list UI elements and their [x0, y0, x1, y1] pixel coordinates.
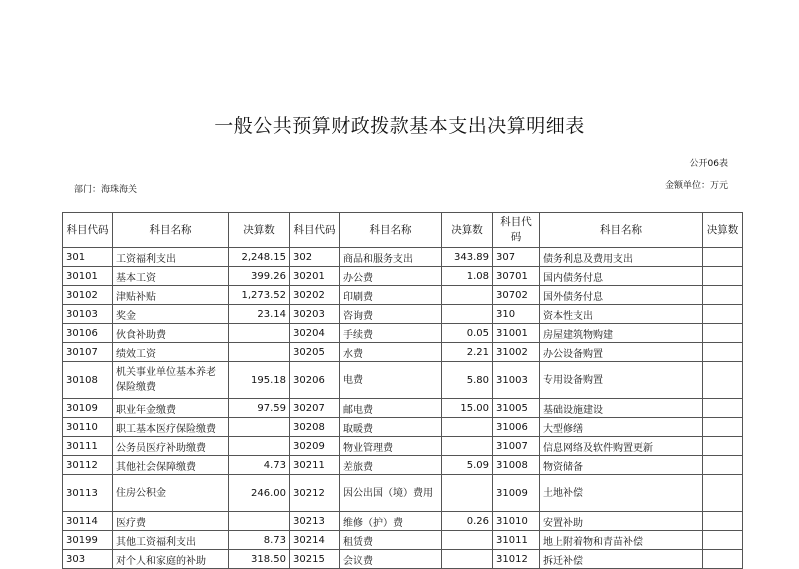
code-cell: 30102: [63, 286, 113, 305]
column-header-name: 科目名称: [540, 213, 703, 248]
expenditure-table: [62, 212, 743, 569]
amount-cell: [703, 418, 743, 437]
amount-cell: 23.14: [229, 305, 290, 324]
name-cell: 基础设施建设: [540, 399, 703, 418]
table-row: [63, 437, 743, 456]
name-cell: 拆迁补偿: [540, 550, 703, 569]
amount-cell: 4.73: [229, 456, 290, 475]
table-row: [63, 475, 743, 512]
name-cell: 物资储备: [540, 456, 703, 475]
amount-cell: [442, 418, 493, 437]
amount-cell: [703, 343, 743, 362]
name-cell: 房屋建筑物购建: [540, 324, 703, 343]
table-row: [63, 324, 743, 343]
name-cell: 专用设备购置: [540, 362, 703, 399]
name-cell: 差旅费: [340, 456, 442, 475]
name-cell: 伙食补助费: [113, 324, 229, 343]
amount-cell: [442, 475, 493, 512]
code-cell: 31011: [493, 531, 540, 550]
name-cell: 住房公积金: [113, 475, 229, 512]
table-row: [63, 550, 743, 569]
amount-cell: 0.26: [442, 512, 493, 531]
amount-cell: [703, 456, 743, 475]
table-row: [63, 248, 743, 267]
code-cell: 30212: [290, 475, 340, 512]
form-code: 公开06表: [689, 159, 728, 169]
name-cell: 大型修缮: [540, 418, 703, 437]
code-cell: 31009: [493, 475, 540, 512]
name-cell: 水费: [340, 343, 442, 362]
column-header-amount: 决算数: [703, 213, 743, 248]
column-header-name: 科目名称: [113, 213, 229, 248]
name-cell: 其他工资福利支出: [113, 531, 229, 550]
name-cell: 印刷费: [340, 286, 442, 305]
name-cell: 基本工资: [113, 267, 229, 286]
name-cell: 奖金: [113, 305, 229, 324]
name-cell: 办公设备购置: [540, 343, 703, 362]
amount-cell: 97.59: [229, 399, 290, 418]
code-cell: 30110: [63, 418, 113, 437]
code-cell: 30107: [63, 343, 113, 362]
name-cell: 工资福利支出: [113, 248, 229, 267]
name-cell: 安置补助: [540, 512, 703, 531]
name-cell: 租赁费: [340, 531, 442, 550]
code-cell: 30203: [290, 305, 340, 324]
code-cell: 30202: [290, 286, 340, 305]
code-cell: 30204: [290, 324, 340, 343]
name-cell: 医疗费: [113, 512, 229, 531]
table-row: [63, 456, 743, 475]
name-cell: 因公出国（境）费用: [340, 475, 442, 512]
code-cell: 30702: [493, 286, 540, 305]
name-cell: 物业管理费: [340, 437, 442, 456]
amount-cell: [229, 324, 290, 343]
column-header-amount: 决算数: [442, 213, 493, 248]
name-cell: 对个人和家庭的补助: [113, 550, 229, 569]
page-title: 一般公共预算财政拨款基本支出决算明细表: [214, 115, 585, 137]
amount-cell: [703, 305, 743, 324]
name-cell: 其他社会保障缴费: [113, 456, 229, 475]
amount-cell: [703, 324, 743, 343]
code-cell: 302: [290, 248, 340, 267]
name-cell: 国外债务付息: [540, 286, 703, 305]
amount-cell: 399.26: [229, 267, 290, 286]
name-cell: 维修（护）费: [340, 512, 442, 531]
code-cell: 30113: [63, 475, 113, 512]
name-cell: 电费: [340, 362, 442, 399]
amount-cell: 246.00: [229, 475, 290, 512]
name-cell: 办公费: [340, 267, 442, 286]
code-cell: 30211: [290, 456, 340, 475]
code-cell: 303: [63, 550, 113, 569]
amount-cell: 15.00: [442, 399, 493, 418]
name-cell: 商品和服务支出: [340, 248, 442, 267]
name-cell: 机关事业单位基本养老保险缴费: [113, 362, 229, 399]
column-header-code: 科目代码: [493, 213, 540, 248]
name-cell: 手续费: [340, 324, 442, 343]
name-cell: 地上附着物和青苗补偿: [540, 531, 703, 550]
code-cell: 31012: [493, 550, 540, 569]
amount-cell: [703, 531, 743, 550]
code-cell: 30215: [290, 550, 340, 569]
code-cell: 30701: [493, 267, 540, 286]
name-cell: 职业年金缴费: [113, 399, 229, 418]
code-cell: 30111: [63, 437, 113, 456]
amount-cell: 2.21: [442, 343, 493, 362]
column-header-code: 科目代码: [63, 213, 113, 248]
code-cell: 30207: [290, 399, 340, 418]
amount-cell: 5.09: [442, 456, 493, 475]
name-cell: 取暖费: [340, 418, 442, 437]
amount-cell: [442, 531, 493, 550]
amount-cell: [442, 305, 493, 324]
table-row: [63, 531, 743, 550]
code-cell: 31005: [493, 399, 540, 418]
code-cell: 30213: [290, 512, 340, 531]
code-cell: 31002: [493, 343, 540, 362]
column-header-code: 科目代码: [290, 213, 340, 248]
name-cell: 资本性支出: [540, 305, 703, 324]
name-cell: 信息网络及软件购置更新: [540, 437, 703, 456]
code-cell: 31007: [493, 437, 540, 456]
amount-cell: 0.05: [442, 324, 493, 343]
code-cell: 30103: [63, 305, 113, 324]
amount-cell: [703, 399, 743, 418]
amount-cell: 195.18: [229, 362, 290, 399]
code-cell: 30199: [63, 531, 113, 550]
amount-cell: [703, 248, 743, 267]
unit-label: 金额单位：万元: [664, 181, 728, 191]
column-header-amount: 决算数: [229, 213, 290, 248]
name-cell: 会议费: [340, 550, 442, 569]
code-cell: 30106: [63, 324, 113, 343]
code-cell: 30109: [63, 399, 113, 418]
code-cell: 30108: [63, 362, 113, 399]
amount-cell: [703, 550, 743, 569]
code-cell: 31003: [493, 362, 540, 399]
amount-cell: [442, 550, 493, 569]
amount-cell: [229, 437, 290, 456]
amount-cell: [229, 512, 290, 531]
table-row: [63, 343, 743, 362]
amount-cell: 318.50: [229, 550, 290, 569]
name-cell: 职工基本医疗保险缴费: [113, 418, 229, 437]
code-cell: 30206: [290, 362, 340, 399]
code-cell: 30101: [63, 267, 113, 286]
amount-cell: 5.80: [442, 362, 493, 399]
code-cell: 30201: [290, 267, 340, 286]
amount-cell: [229, 418, 290, 437]
table-row: [63, 286, 743, 305]
code-cell: 307: [493, 248, 540, 267]
amount-cell: [703, 437, 743, 456]
code-cell: 30114: [63, 512, 113, 531]
name-cell: 债务利息及费用支出: [540, 248, 703, 267]
table-row: [63, 399, 743, 418]
code-cell: 30208: [290, 418, 340, 437]
code-cell: 30209: [290, 437, 340, 456]
amount-cell: 8.73: [229, 531, 290, 550]
table-header-row: [63, 213, 743, 248]
amount-cell: [703, 286, 743, 305]
table-row: [63, 267, 743, 286]
amount-cell: 343.89: [442, 248, 493, 267]
table-row: [63, 305, 743, 324]
code-cell: 31008: [493, 456, 540, 475]
amount-cell: 1,273.52: [229, 286, 290, 305]
code-cell: 30112: [63, 456, 113, 475]
amount-cell: [442, 437, 493, 456]
name-cell: 咨询费: [340, 305, 442, 324]
code-cell: 30214: [290, 531, 340, 550]
name-cell: 邮电费: [340, 399, 442, 418]
amount-cell: [703, 475, 743, 512]
table-body: [63, 248, 743, 569]
code-cell: 301: [63, 248, 113, 267]
name-cell: 土地补偿: [540, 475, 703, 512]
amount-cell: 2,248.15: [229, 248, 290, 267]
table-row: [63, 418, 743, 437]
department-label: 部门：海珠海关: [74, 185, 138, 195]
code-cell: 30205: [290, 343, 340, 362]
table-row: [63, 362, 743, 399]
amount-cell: [703, 512, 743, 531]
amount-cell: [442, 286, 493, 305]
code-cell: 31010: [493, 512, 540, 531]
table-row: [63, 512, 743, 531]
name-cell: 绩效工资: [113, 343, 229, 362]
name-cell: 公务员医疗补助缴费: [113, 437, 229, 456]
name-cell: 津贴补贴: [113, 286, 229, 305]
column-header-name: 科目名称: [340, 213, 442, 248]
amount-cell: 1.08: [442, 267, 493, 286]
amount-cell: [703, 362, 743, 399]
code-cell: 31006: [493, 418, 540, 437]
code-cell: 310: [493, 305, 540, 324]
code-cell: 31001: [493, 324, 540, 343]
amount-cell: [703, 267, 743, 286]
name-cell: 国内债务付息: [540, 267, 703, 286]
amount-cell: [229, 343, 290, 362]
